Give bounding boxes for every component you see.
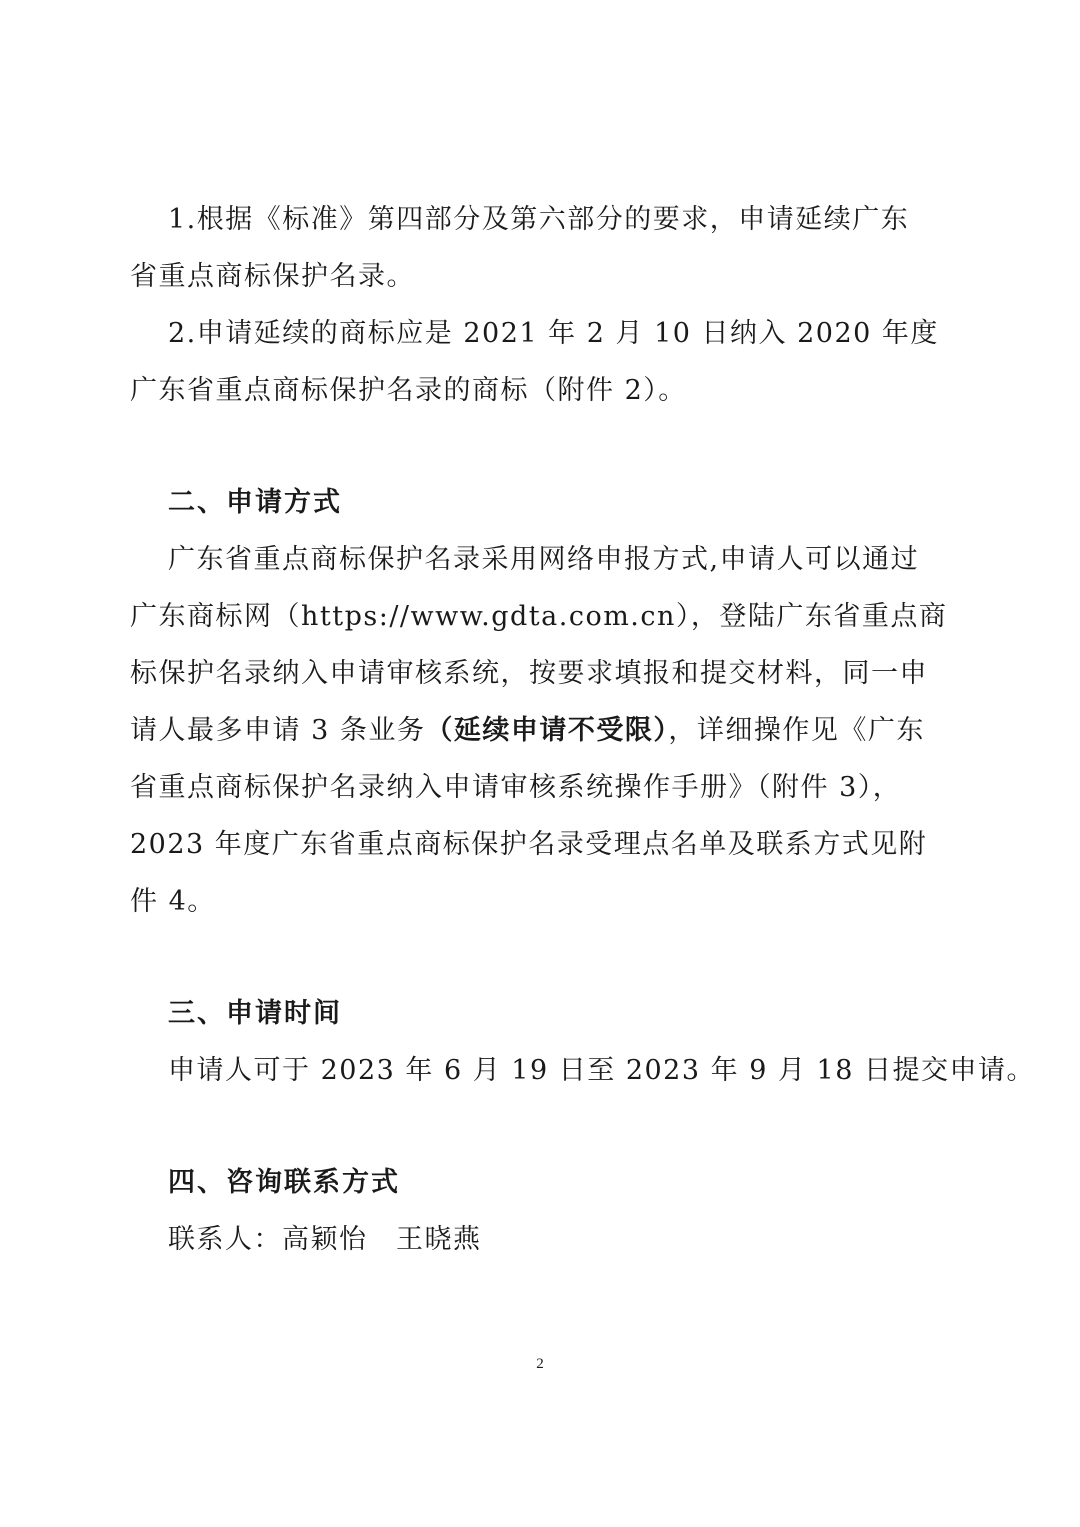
method-line7: 件 4。 [130,886,216,917]
method-line3: 标保护名录纳入申请审核系统，按要求填报和提交材料，同一申 [130,658,928,689]
method-line1: 广东省重点商标保护名录采用网络申报方式,申请人可以通过 [168,544,920,575]
method-line4-bold: （延续申请不受限） [425,715,669,746]
item1-line2: 省重点商标保护名录。 [130,261,415,292]
item1-line1: 1.根据《标准》第四部分及第六部分的要求，申请延续广东 [168,204,910,235]
method-line5: 省重点商标保护名录纳入申请审核系统操作手册》（附件 3）， [130,772,902,803]
section-heading-application-time: 三、申请时间 [168,998,342,1029]
time-line1: 申请人可于 2023 年 6 月 19 日至 2023 年 9 月 18 日提交申请。 [168,1055,1035,1086]
section-heading-contact: 四、咨询联系方式 [168,1167,400,1198]
page-number: 2 [536,1356,544,1372]
contact-line: 联系人：高颖怡 王晓燕 [168,1224,482,1255]
method-line2: 广东商标网（https://www.gdta.com.cn），登陆广东省重点商 [130,601,948,632]
method-line6: 2023 年度广东省重点商标保护名录受理点名单及联系方式见附 [130,829,928,860]
section-heading-application-method: 二、申请方式 [168,487,342,518]
method-line4 [130,711,925,751]
item2-line1: 2.申请延续的商标应是 2021 年 2 月 10 日纳入 2020 年度 [168,318,939,349]
method-line4-end: ，详细操作见《广东 [668,715,925,746]
item2-line2: 广东省重点商标保护名录的商标（附件 2）。 [130,375,687,406]
method-line4-start: 请人最多申请 3 条业务 [130,715,426,746]
